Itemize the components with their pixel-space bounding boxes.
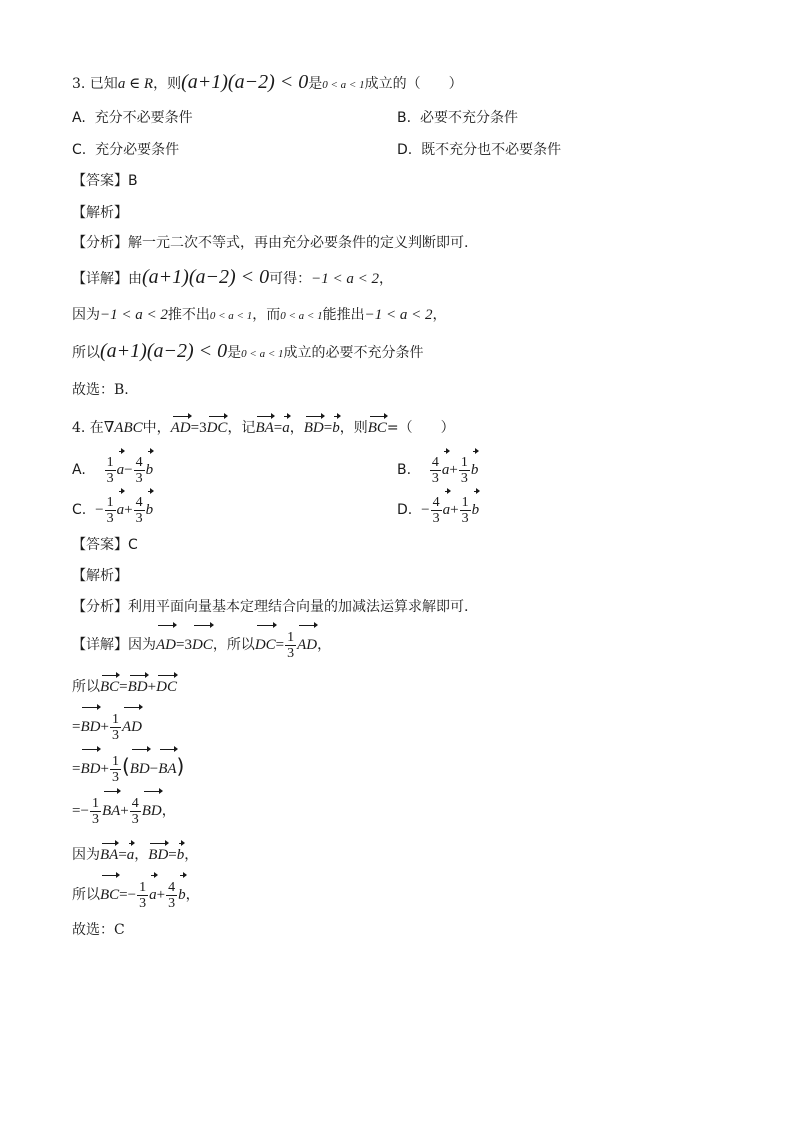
vector-b: b <box>177 842 185 865</box>
q4-step2: =BD+ $\frac{1}{3}$ AD <box>72 706 142 745</box>
q3-option-c-text: 充分必要条件 <box>95 142 180 158</box>
fraction-4-3 <box>134 455 145 486</box>
q3-xj2-c: ，而 <box>252 307 281 323</box>
fraction-1-3 <box>459 455 470 486</box>
q4-step6: 所以BC=− $\frac{1}{3}$ a+ $\frac{4}{3}$ b， <box>72 874 200 913</box>
eq: = <box>275 637 285 653</box>
q4-stem-ji: ，记 <box>227 420 256 436</box>
q4-answer-value: C <box>128 537 138 553</box>
q3-answer-label: 【答案】 <box>72 173 128 189</box>
q4-fenxi <box>72 597 468 617</box>
q3-option-c-letter: C. <box>72 142 87 158</box>
vector-ad: AD <box>122 706 142 745</box>
q3-option-b-letter: B. <box>397 110 412 126</box>
vector-a: a <box>282 415 290 438</box>
q3-answer <box>72 171 138 191</box>
vector-a: a <box>117 450 125 487</box>
frac-den: 3 <box>106 470 114 486</box>
q4-yinwei: 因为 <box>72 847 100 863</box>
q4-triangle: ∇ABC <box>103 420 143 436</box>
fraction-1-3 <box>110 754 121 785</box>
frac-den: 3 <box>168 895 176 911</box>
q3-stem <box>72 72 463 95</box>
q3-option-c[interactable] <box>72 140 179 160</box>
q4-conclusion: 故选：C <box>72 922 125 938</box>
q3-option-a-text: 充分不必要条件 <box>94 110 193 126</box>
eq: = <box>72 761 81 777</box>
q4-stem-tail: =（ ） <box>386 420 455 436</box>
frac-num: 4 <box>131 795 139 811</box>
vector-b: b <box>146 450 154 487</box>
frac-num: 1 <box>460 454 468 470</box>
frac-num: 1 <box>139 879 147 895</box>
q4-xiangjie-label: 【详解】 <box>72 637 128 653</box>
q4-option-d-letter: D. <box>397 502 413 518</box>
vector-ad: AD <box>297 624 317 663</box>
q4-three: 3 <box>199 420 207 436</box>
q4-option-b[interactable]: B. $\frac{4}{3}$ a+ $\frac{1}{3}$ b <box>397 450 478 487</box>
q4-option-c-letter: C. <box>72 502 87 518</box>
q3-option-b-text: 必要不充分条件 <box>419 110 518 126</box>
fraction-4-3 <box>166 880 177 911</box>
fraction-4-3 <box>430 455 441 486</box>
q4-fenxi-text: 利用平面向量基本定理结合向量的加减法运算求解即可. <box>128 599 469 615</box>
frac-num: 1 <box>461 494 469 510</box>
comma: ， <box>184 847 199 863</box>
vector-b: b <box>146 490 154 527</box>
vector-bd: BD <box>142 790 162 829</box>
q4-step5 <box>72 842 198 865</box>
frac-den: 3 <box>287 645 295 661</box>
q3-xj2-r1: −1 < a < 2 <box>100 307 168 323</box>
comma: ， <box>185 887 200 903</box>
vector-dc: DC <box>207 415 228 438</box>
q3-xj1-expr: (a+1)(a−2) < 0 <box>142 266 270 288</box>
q3-stem-cond2: 0 < a < 1 <box>322 79 365 91</box>
q4-option-a[interactable]: A. $\frac{1}{3}$ a− $\frac{4}{3}$ b <box>72 450 153 487</box>
q3-option-d-text: 既不充分也不必要条件 <box>421 142 562 158</box>
vector-b: b <box>178 874 186 913</box>
q3-xiangjie-label: 【详解】 <box>72 271 128 287</box>
vector-a: a <box>149 874 157 913</box>
vector-ba: BA <box>255 415 273 438</box>
q3-xj2-r3: 0 < a < 1 <box>280 310 323 322</box>
q3-fenxi-text: 解一元二次不等式，再由充分必要条件的定义判断即可. <box>128 235 469 251</box>
q3-xiangjie-line2 <box>72 305 446 326</box>
frac-den: 3 <box>111 727 119 743</box>
comma: ， <box>212 637 227 653</box>
frac-num: 1 <box>106 494 114 510</box>
frac-den: 3 <box>431 470 439 486</box>
q4-stem-prefix: 4. 在 <box>72 420 104 436</box>
comma: ， <box>317 637 332 653</box>
vector-bd: BD <box>80 748 100 787</box>
q3-xiangjie-line3 <box>72 341 424 364</box>
frac-num: 4 <box>168 879 176 895</box>
q4-jiexi-label: 【解析】 <box>72 568 128 584</box>
q3-xj1-b: 可得： <box>269 271 312 287</box>
q3-option-d-letter: D. <box>397 142 413 158</box>
frac-num: 4 <box>432 494 440 510</box>
frac-den: 3 <box>135 510 143 526</box>
q3-xj2-e: ， <box>432 307 447 323</box>
frac-den: 3 <box>91 811 99 827</box>
frac-num: 4 <box>135 454 143 470</box>
q3-xj1-a: 由 <box>128 271 142 287</box>
fraction-1-3 <box>285 630 296 661</box>
q4-option-d[interactable]: D. − $\frac{4}{3}$ a+ $\frac{1}{3}$ b <box>397 490 479 527</box>
frac-num: 1 <box>106 454 114 470</box>
q3-xj3-a: 所以 <box>72 345 100 361</box>
eq: = <box>168 847 177 863</box>
q4-step3: =BD+ $\frac{1}{3}$ (BD−BA) <box>72 748 184 787</box>
q4-option-b-letter: B. <box>397 462 412 478</box>
q3-stem-mid: ，则 <box>153 76 182 92</box>
vector-dc: DC <box>156 674 177 697</box>
q3-xj2-b: 推不出 <box>167 307 210 323</box>
q3-xj2-d: 能推出 <box>322 307 365 323</box>
vector-bd: BD <box>148 842 168 865</box>
vector-b: b <box>471 450 479 487</box>
frac-num: 1 <box>287 629 295 645</box>
vector-dc: DC <box>255 624 276 663</box>
q4-stem-ze: ，则 <box>339 420 368 436</box>
frac-den: 3 <box>131 811 139 827</box>
q3-stem-suffix: 成立的（ ） <box>364 76 463 92</box>
vector-dc: DC <box>192 624 213 663</box>
eq: = <box>119 679 128 695</box>
q3-conclusion: 故选：B. <box>72 382 129 398</box>
frac-den: 3 <box>460 470 468 486</box>
vector-ba: BA <box>102 790 120 829</box>
eq: = <box>72 719 81 735</box>
q4-fenxi-label: 【分析】 <box>72 599 128 615</box>
q4-option-a-letter: A. <box>72 462 86 478</box>
q3-option-a[interactable] <box>72 108 193 128</box>
q4-option-c[interactable]: C. − $\frac{1}{3}$ a+ $\frac{4}{3}$ b <box>72 490 153 527</box>
frac-num: 4 <box>135 494 143 510</box>
vector-bc: BC <box>100 874 119 913</box>
q4-comma: ， <box>289 420 304 436</box>
vector-bd: BD <box>130 748 150 787</box>
vector-ad: AD <box>171 415 191 438</box>
q4-answer <box>72 535 138 555</box>
q3-xj3-b: 是 <box>227 345 242 361</box>
q4-suoyi: 所以 <box>72 679 100 695</box>
fraction-1-3 <box>105 455 116 486</box>
q3-option-a-letter: A. <box>72 110 86 126</box>
q4-eq: = <box>190 420 200 436</box>
q4-step4: =− $\frac{1}{3}$ BA+ $\frac{4}{3}$ BD， <box>72 790 176 829</box>
fraction-4-3 <box>431 495 442 526</box>
q3-fenxi <box>72 233 468 253</box>
q3-xj2-r2: 0 < a < 1 <box>209 310 253 322</box>
vector-b: b <box>472 490 480 527</box>
eq: = <box>119 887 128 903</box>
vector-ba: BA <box>158 748 176 787</box>
frac-den: 3 <box>139 895 147 911</box>
q3-xj3-expr: (a+1)(a−2) < 0 <box>100 340 228 362</box>
vector-bc: BC <box>100 674 119 697</box>
fraction-4-3 <box>134 495 145 526</box>
q3-xiangjie-line1 <box>72 267 393 289</box>
vector-bd: BD <box>304 415 324 438</box>
vector-a: a <box>442 450 450 487</box>
vector-ba: BA <box>100 842 118 865</box>
q3-stem-is: 是 <box>308 76 323 92</box>
fraction-1-3 <box>90 796 101 827</box>
fraction-1-3 <box>105 495 116 526</box>
frac-den: 3 <box>432 510 440 526</box>
q3-xj3-c: 成立的必要不充分条件 <box>283 345 424 361</box>
fraction-1-3 <box>460 495 471 526</box>
eq: = <box>72 803 81 819</box>
q3-answer-value: B <box>128 173 138 189</box>
eq: = <box>176 637 185 653</box>
q3-fenxi-label: 【分析】 <box>72 235 128 251</box>
frac-den: 3 <box>111 769 119 785</box>
frac-num: 1 <box>111 753 119 769</box>
three: 3 <box>184 637 192 653</box>
q3-option-b[interactable] <box>397 108 518 128</box>
vector-bd: BD <box>80 706 100 745</box>
vector-a: a <box>443 490 451 527</box>
frac-den: 3 <box>135 470 143 486</box>
fraction-4-3 <box>130 796 141 827</box>
q3-jiexi-label: 【解析】 <box>72 205 128 221</box>
comma: ， <box>134 847 149 863</box>
q3-xj2-r4: −1 < a < 2 <box>364 307 433 323</box>
q4-answer-label: 【答案】 <box>72 537 128 553</box>
q4-step1: 所以BC=BD+DC <box>72 674 177 697</box>
vector-ad: AD <box>156 624 176 663</box>
fraction-1-3 <box>137 880 148 911</box>
q3-xj2-a: 因为 <box>72 307 100 323</box>
q3-xj1-c: ， <box>379 271 394 287</box>
frac-num: 4 <box>431 454 439 470</box>
q4-stem-zhong: 中， <box>142 420 171 436</box>
q3-cond-a-in-r: a ∈ R <box>117 76 154 92</box>
q3-stem-expr: (a+1)(a−2) < 0 <box>181 71 309 93</box>
q3-xj3-r: 0 < a < 1 <box>241 348 284 360</box>
q4-suoyi: 所以 <box>72 887 100 903</box>
q4-stem <box>72 415 455 438</box>
q4-yinwei: 因为 <box>128 637 156 653</box>
q3-xj1-res: −1 < a < 2 <box>311 271 380 287</box>
comma: ， <box>161 803 176 819</box>
vector-a: a <box>117 490 125 527</box>
frac-num: 1 <box>111 711 119 727</box>
q4-eq3: = <box>323 420 333 436</box>
q4-suoyi: 所以 <box>226 637 255 653</box>
q3-stem-prefix: 3. 已知 <box>72 76 118 92</box>
vector-bd: BD <box>128 674 148 697</box>
q4-xiangjie-line1 <box>72 624 331 663</box>
fraction-1-3 <box>110 712 121 743</box>
vector-bc: BC <box>368 415 387 438</box>
frac-num: 1 <box>91 795 99 811</box>
frac-den: 3 <box>461 510 469 526</box>
vector-a: a <box>127 842 135 865</box>
eq: = <box>118 847 127 863</box>
frac-den: 3 <box>106 510 114 526</box>
vector-b: b <box>332 415 340 438</box>
q3-option-d[interactable] <box>397 140 561 160</box>
q4-eq2: = <box>273 420 283 436</box>
